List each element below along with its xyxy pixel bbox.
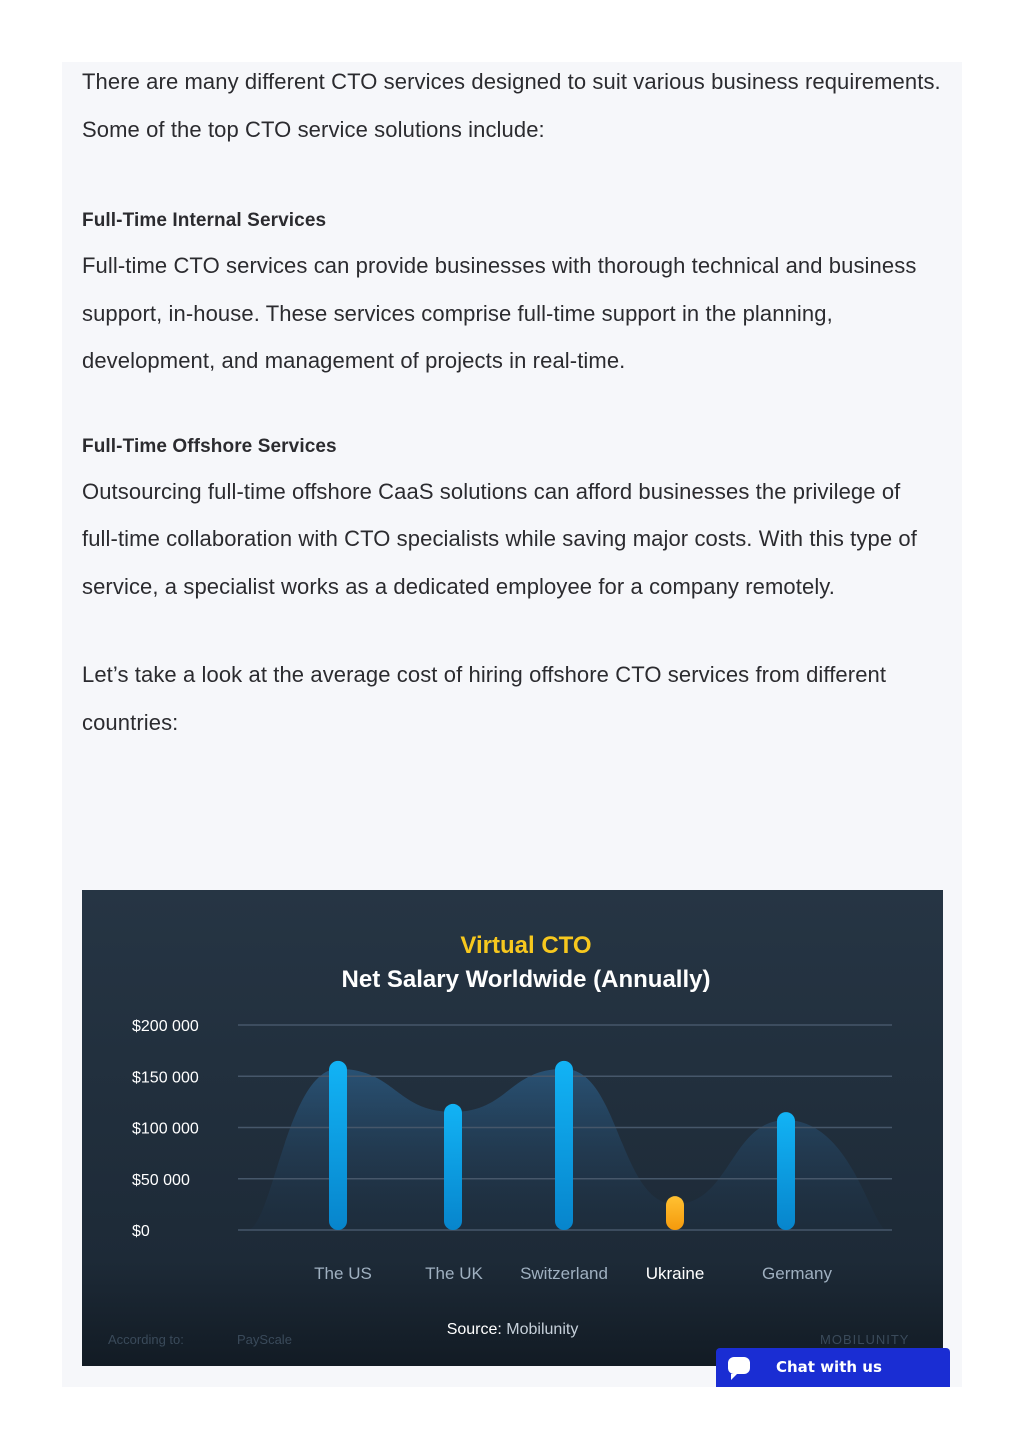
section-heading-internal: Full-Time Internal Services	[82, 210, 327, 231]
chat-widget-button[interactable]	[716, 1348, 950, 1387]
chart-title: Virtual CTO	[460, 932, 592, 959]
source-prefix: Source:	[446, 1321, 502, 1338]
salary-chart	[82, 890, 943, 1366]
x-category-label: Germany	[762, 1264, 832, 1283]
footer-brand-label: MOBILUNITY	[820, 1332, 910, 1347]
section-heading-offshore: Full-Time Offshore Services	[82, 435, 337, 457]
source-name: Mobilunity	[506, 1321, 579, 1338]
y-tick-label: $100 000	[132, 1120, 199, 1138]
chart-subtitle: Net Salary Worldwide (Annually)	[341, 966, 711, 993]
y-tick-label: $50 000	[132, 1171, 190, 1189]
bar-ukraine	[666, 1196, 684, 1230]
bar-switzerland	[555, 1061, 573, 1230]
bar-the-us	[329, 1061, 347, 1230]
lead-in-paragraph: Let’s take a look at the average cost of hiring offshore CTO services from different countries:	[82, 662, 887, 735]
salary-chart-svg	[82, 890, 943, 1366]
x-category-label: The UK	[425, 1264, 483, 1283]
x-category-label: Ukraine	[645, 1264, 705, 1283]
section-body-offshore: Outsourcing full-time offshore CaaS solutions can afford businesses the privilege of full-time collaboration with CTO specialists while saving major costs. With this type of service, a specialist works as a dedicated employee for a company remotely.	[82, 478, 917, 599]
y-tick-label: $0	[132, 1223, 150, 1240]
intro-paragraph: There are many different CTO services designed to suit various business requirements. Some of the top CTO service solutions include:	[82, 69, 941, 142]
x-category-label: Switzerland	[520, 1264, 608, 1283]
chat-widget-label: Chat with us	[776, 1358, 882, 1376]
x-category-label: The US	[314, 1264, 372, 1283]
bar-germany	[777, 1112, 795, 1230]
y-tick-label: $150 000	[132, 1069, 199, 1087]
section-body-internal: Full-time CTO services can provide businesses with thorough technical and business support, in-house. These services comprise full-time support in the planning, development, and management of projects in real-time.	[82, 253, 917, 373]
footer-according-label: According to:	[108, 1332, 184, 1347]
chart-source-caption	[82, 1321, 943, 1339]
bar-the-uk	[444, 1104, 462, 1230]
chat-bubble-icon	[728, 1357, 750, 1374]
footer-payscale-label: PayScale	[237, 1332, 292, 1347]
y-tick-label: $200 000	[132, 1018, 199, 1035]
article-content	[82, 58, 942, 746]
